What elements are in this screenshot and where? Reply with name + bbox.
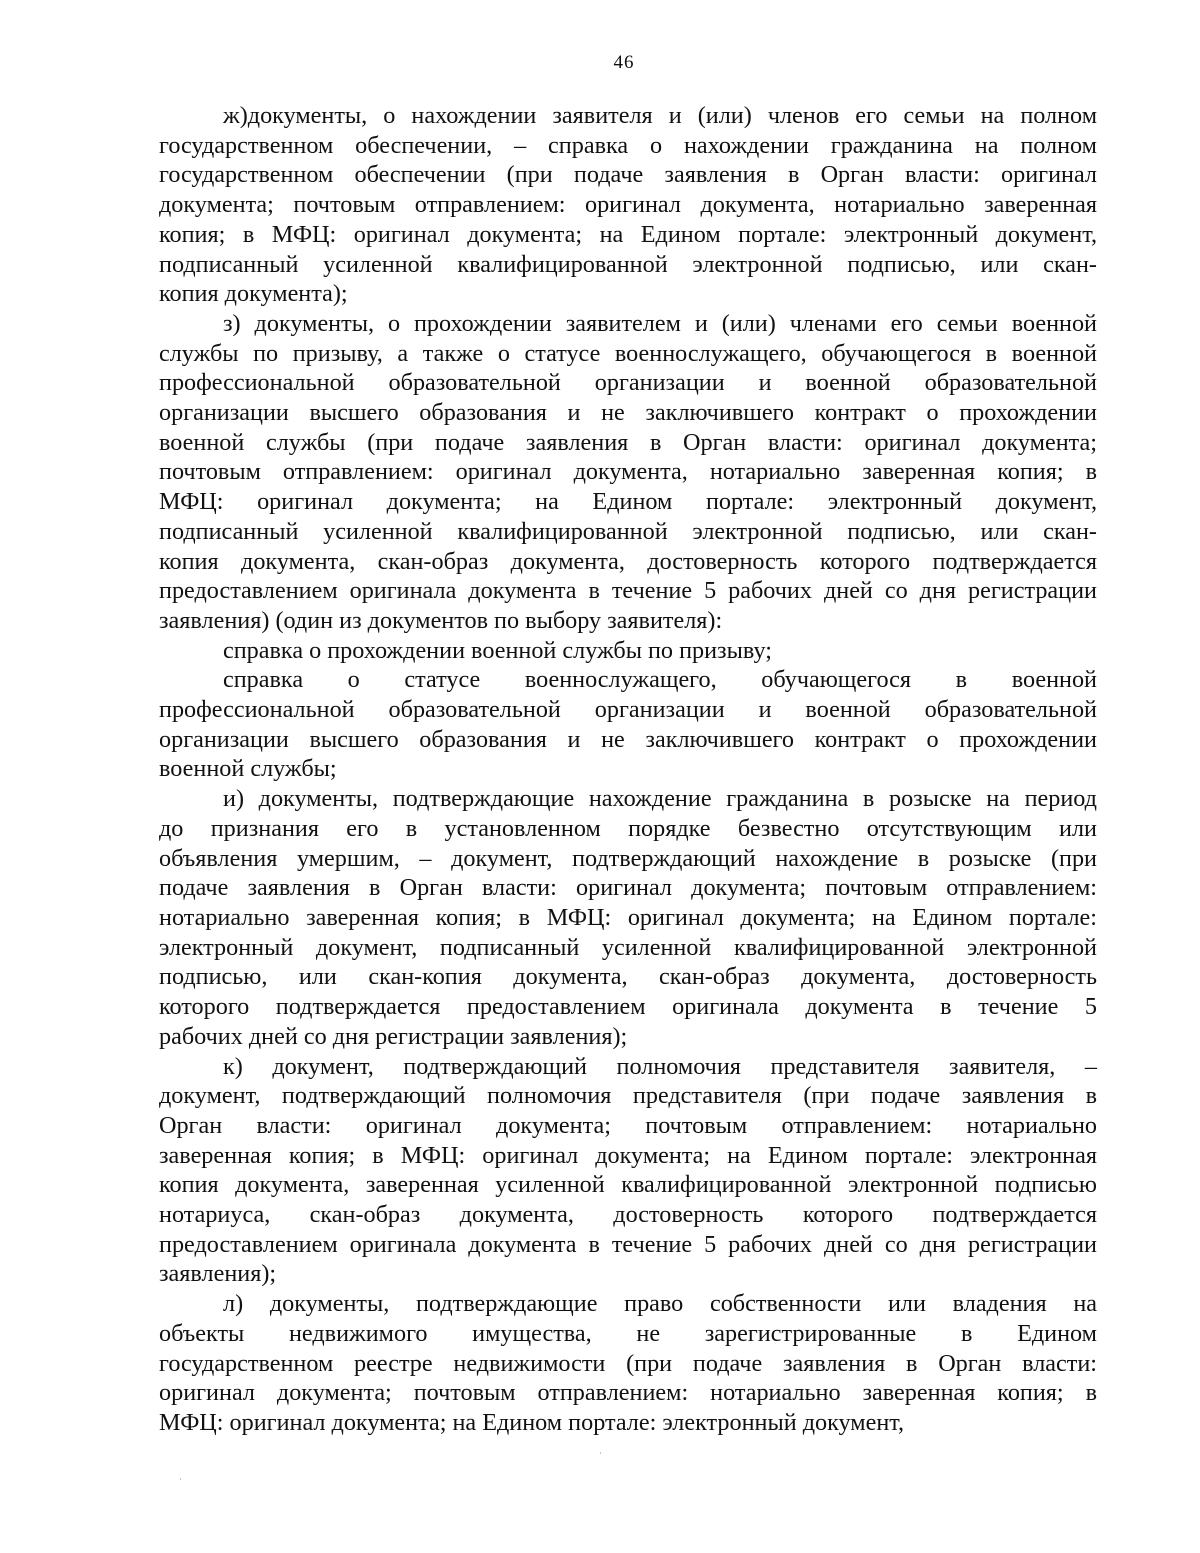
- text-line: копия документа, заверенная усиленной квалифицированной электронной подписью: [159, 1171, 1097, 1199]
- text-line: организации высшего образования и не заключившего контракт о прохождении: [159, 725, 1097, 753]
- text-line: документ, подтверждающий полномочия представителя (при подаче заявления в: [159, 1082, 1097, 1110]
- text-line: которого подтверждается предоставлением оригинала документа в течение 5: [159, 993, 1097, 1021]
- text-line: подаче заявления в Орган власти: оригинал документа; почтовым отправлением:: [159, 874, 1097, 902]
- text-line: до признания его в установленном порядке безвестно отсутствующим или: [159, 814, 1097, 842]
- paragraph: [159, 784, 1097, 1051]
- text-line: военной службы (при подаче заявления в Орган власти: оригинал документа;: [159, 428, 1097, 456]
- paragraph: [159, 665, 1097, 784]
- text-line: и) документы, подтверждающие нахождение гражданина в розыске на период: [223, 785, 1097, 813]
- text-line: объекты недвижимого имущества, не зарегистрированные в Едином: [159, 1319, 1097, 1347]
- text-line: копия; в МФЦ: оригинал документа; на Едином портале: электронный документ,: [159, 220, 1097, 248]
- scan-speck: [600, 1452, 601, 1454]
- text-line: МФЦ: оригинал документа; на Едином портале: электронный документ,: [159, 488, 1097, 516]
- text-line: копия документа, скан-образ документа, достоверность которого подтверждается: [159, 547, 1097, 575]
- text-line: службы по призыву, а также о статусе военнослужащего, обучающегося в военной: [159, 339, 1097, 367]
- text-line: государственном обеспечении (при подаче заявления в Орган власти: оригинал: [159, 161, 1097, 189]
- text-line: подписью, или скан-копия документа, скан-образ документа, достоверность: [159, 963, 1097, 991]
- text-line: заявления) (один из документов по выбору заявителя):: [159, 606, 723, 634]
- paragraph: [159, 636, 1097, 666]
- text-line: справка о статусе военнослужащего, обучающегося в военной: [223, 666, 1097, 694]
- paragraph: [159, 1052, 1097, 1290]
- text-line: рабочих дней со дня регистрации заявления);: [159, 1022, 628, 1050]
- text-line: оригинал документа; почтовым отправлением: нотариально заверенная копия; в: [159, 1379, 1097, 1407]
- document-body: [159, 101, 1097, 1438]
- page-number: 46: [613, 52, 635, 73]
- paragraph: [159, 101, 1097, 309]
- text-line: военной службы;: [159, 755, 337, 783]
- text-line: предоставлением оригинала документа в течение 5 рабочих дней со дня регистрации: [159, 1230, 1097, 1258]
- text-line: государственном реестре недвижимости (при подаче заявления в Орган власти:: [159, 1349, 1097, 1377]
- text-line: МФЦ: оригинал документа; на Едином портале: электронный документ,: [159, 1408, 905, 1436]
- text-line: объявления умершим, – документ, подтверждающий нахождение в розыске (при: [159, 844, 1097, 872]
- text-line: ж)документы, о нахождении заявителя и (или) членов его семьи на полном: [223, 102, 1097, 129]
- text-line: справка о прохождении военной службы по призыву;: [223, 636, 772, 664]
- text-line: профессиональной образовательной организации и военной образовательной: [159, 696, 1097, 724]
- text-line: подписанный усиленной квалифицированной электронной подписью, или скан-: [159, 250, 1097, 278]
- paragraph: [159, 309, 1097, 636]
- text-line: предоставлением оригинала документа в течение 5 рабочих дней со дня регистрации: [159, 577, 1097, 605]
- text-line: государственном обеспечении, – справка о нахождении гражданина на полном: [159, 131, 1097, 159]
- text-line: нотариуса, скан-образ документа, достоверность которого подтверждается: [159, 1201, 1097, 1229]
- text-line: з) документы, о прохождении заявителем и (или) членами его семьи военной: [223, 309, 1097, 337]
- text-line: к) документ, подтверждающий полномочия представителя заявителя, –: [223, 1052, 1097, 1080]
- text-line: заверенная копия; в МФЦ: оригинал документа; на Едином портале: электронная: [159, 1141, 1097, 1169]
- text-line: копия документа);: [159, 280, 348, 308]
- scan-speck: [180, 1478, 181, 1480]
- paragraph: [159, 1289, 1097, 1438]
- text-line: профессиональной образовательной организации и военной образовательной: [159, 369, 1097, 397]
- text-line: заявления);: [159, 1260, 277, 1288]
- text-line: подписанный усиленной квалифицированной электронной подписью, или скан-: [159, 517, 1097, 545]
- text-line: документа; почтовым отправлением: оригинал документа, нотариально заверенная: [159, 191, 1097, 219]
- text-line: организации высшего образования и не заключившего контракт о прохождении: [159, 399, 1097, 427]
- text-line: л) документы, подтверждающие право собственности или владения на: [223, 1290, 1097, 1318]
- text-line: электронный документ, подписанный усиленной квалифицированной электронной: [159, 933, 1097, 961]
- text-line: нотариально заверенная копия; в МФЦ: оригинал документа; на Едином портале:: [159, 903, 1097, 931]
- text-line: Орган власти: оригинал документа; почтовым отправлением: нотариально: [159, 1111, 1097, 1139]
- text-line: почтовым отправлением: оригинал документа, нотариально заверенная копия; в: [159, 458, 1097, 486]
